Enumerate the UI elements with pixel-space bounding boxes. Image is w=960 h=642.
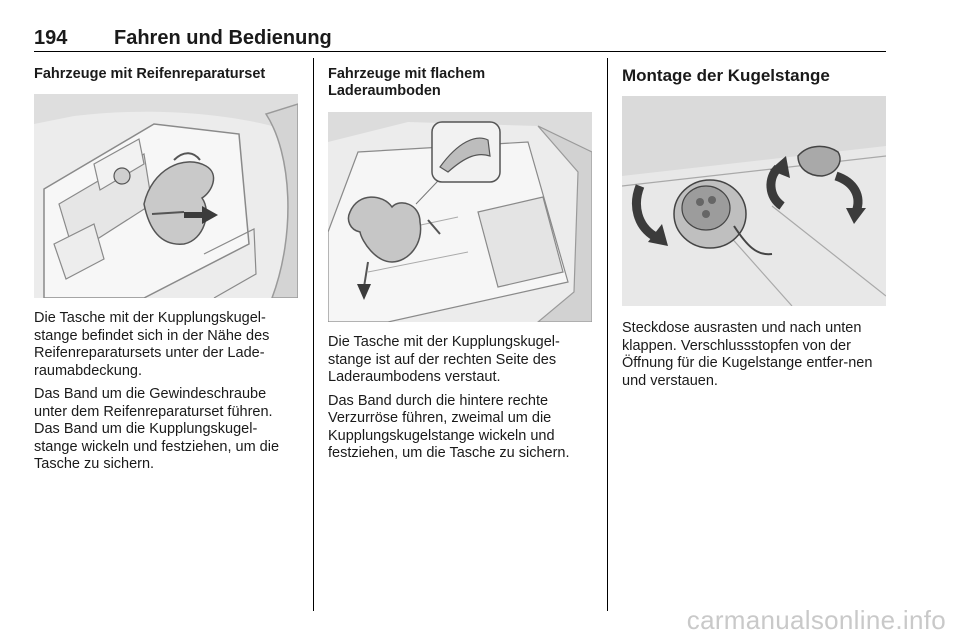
watermark: carmanualsonline.info <box>686 605 946 635</box>
column-tire-repair-kit <box>34 66 300 480</box>
column-flat-load-floor <box>328 66 594 469</box>
column-divider <box>607 58 608 611</box>
column-ball-bar-mounting <box>622 66 888 396</box>
illustration-socket-and-plug <box>622 96 886 306</box>
paragraph: Die Tasche mit der Kupplungskugel-stange ist auf der rechten Seite des Laderaumbodens verstaut. <box>328 334 560 385</box>
section-heading <box>328 66 594 100</box>
paragraph: Das Band um die Gewindeschraube unter dem Reifenreparaturset führen. Das Band um die Kupplungskugel-stange wickeln und festziehen, um die Tasche zu sichern. <box>34 386 280 472</box>
illustration-flat-load-floor <box>328 112 592 322</box>
column-divider <box>313 58 314 611</box>
section-heading: Fahrzeuge mit Reifenreparaturset <box>34 66 266 82</box>
illustration-tire-repair-kit-compartment <box>34 94 298 298</box>
section-heading-line: Laderaumboden <box>328 83 441 99</box>
page-title: Fahren und Bedienung <box>114 27 332 49</box>
paragraph: Das Band durch die hintere rechte Verzurröse führen, zweimal um die Kupplungskugelstange wickeln und festziehen, um die Tasche zu sichern. <box>328 392 570 461</box>
page-number: 194 <box>34 27 68 49</box>
page-header <box>34 27 886 52</box>
section-heading-line: Fahrzeuge mit flachem <box>328 66 486 82</box>
section-heading: Montage der Kugelstange <box>622 66 830 85</box>
paragraph: Die Tasche mit der Kupplungskugel-stange befindet sich in der Nähe des Reifenreparatursets unter der Lade-raumabdeckung. <box>34 310 270 379</box>
paragraph: Steckdose ausrasten und nach unten klappen. Verschlussstopfen von der Öffnung für die Kugelstange entfer-nen und verstauen. <box>622 320 873 389</box>
